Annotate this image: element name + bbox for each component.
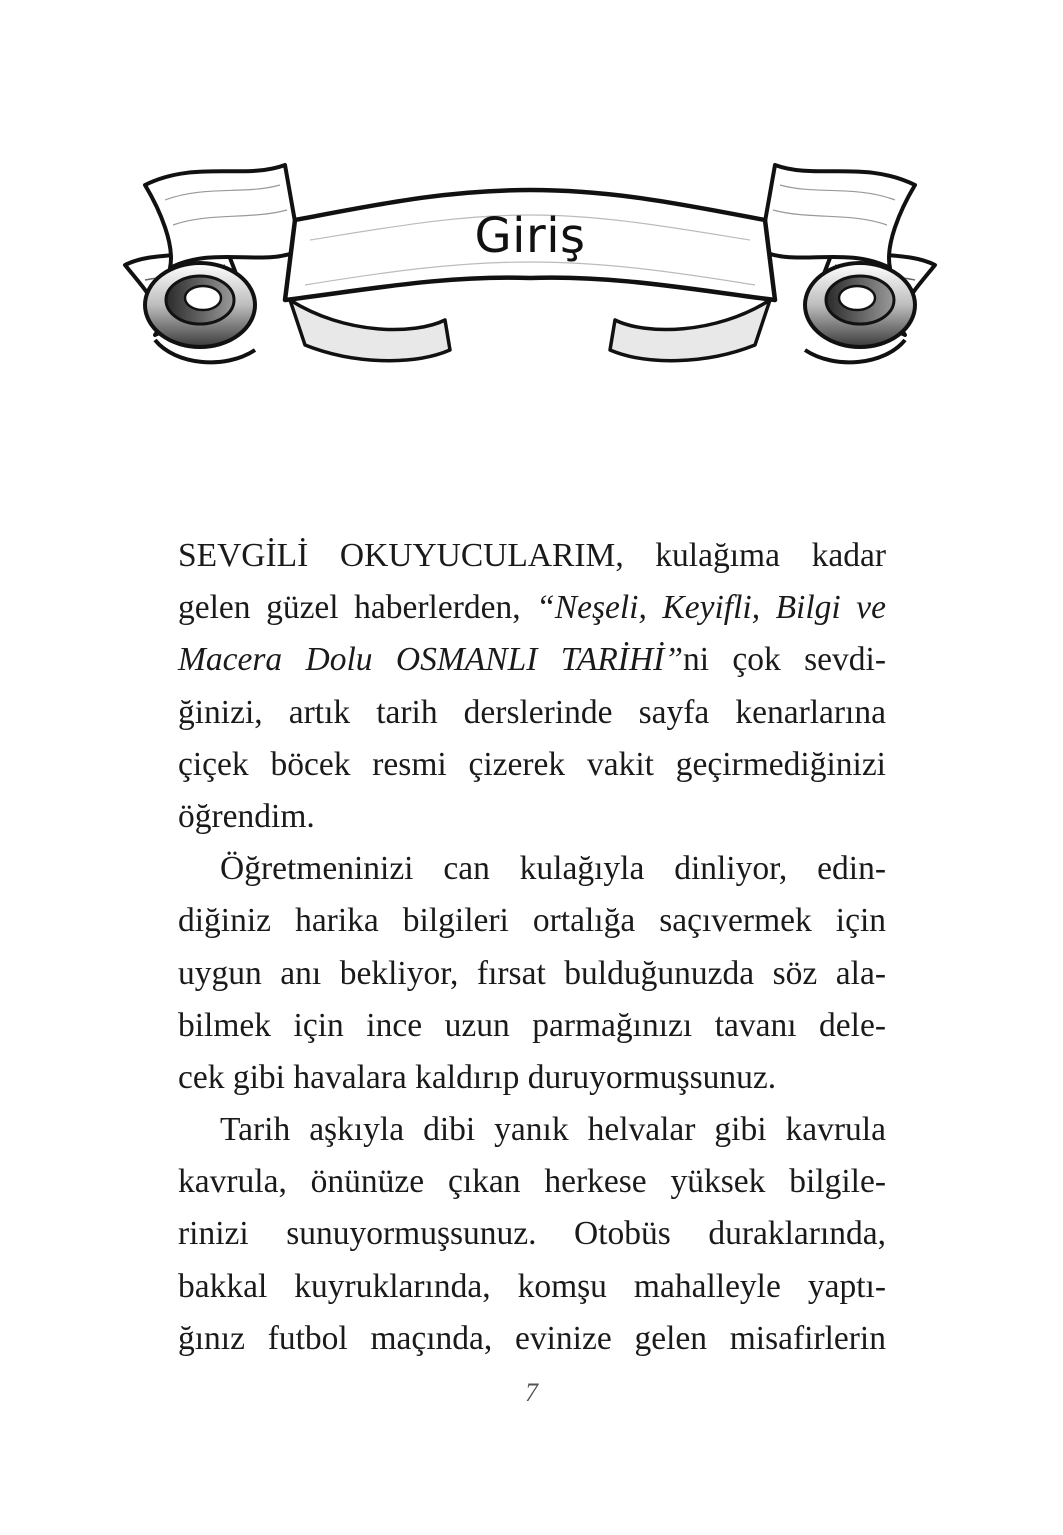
text-line: SEVGİLİ OKUYUCULARIM, kulağıma kadar xyxy=(178,537,886,574)
text-line: çiçek böcek resmi çizerek vakit geçirmediğinizi xyxy=(178,745,886,783)
text-line: Tarih aşkıyla dibi yanık helvalar gibi kavrula xyxy=(220,1111,886,1149)
text-line: kavrula, önünüze çıkan herkese yüksek bilgile- xyxy=(178,1163,886,1201)
text-line xyxy=(178,634,886,686)
text-fragment: ni çok sevdi- xyxy=(682,641,886,679)
text-line xyxy=(178,582,886,634)
text-line: ğınız futbol maçında, evinize gelen misafirlerin xyxy=(178,1319,886,1357)
text-line: rinizi sunuyormuşsunuz. Otobüs duraklarında, xyxy=(178,1215,886,1253)
chapter-banner xyxy=(115,150,945,390)
book-title-italic: “Neşeli, Keyifli, Bilgi ve xyxy=(536,589,886,627)
text-line: Öğretmeninizi can kulağıyla dinliyor, edin- xyxy=(220,850,886,888)
text-fragment: gelen güzel haberlerden, xyxy=(178,589,537,627)
text-line: öğrendim. xyxy=(178,797,315,835)
text-line: bakkal kuyruklarında, komşu mahalleyle yaptı- xyxy=(178,1267,886,1305)
text-line: uygun anı bekliyor, fırsat bulduğunuzda söz ala- xyxy=(178,954,886,992)
text-line: diğiniz harika bilgileri ortalığa saçıvermek için xyxy=(178,902,886,940)
text-line: bilmek için ince uzun parmağınızı tavanı dele- xyxy=(178,1006,886,1044)
page-number: 7 xyxy=(525,1378,538,1407)
text-line: cek gibi havalara kaldırıp duruyormuşsunuz. xyxy=(178,1058,777,1096)
text-line: ğinizi, artık tarih derslerinde sayfa kenarlarına xyxy=(178,693,886,731)
chapter-title: Giriş xyxy=(474,208,586,264)
book-title-italic: Macera Dolu OSMANLI TARİHİ” xyxy=(178,641,683,679)
chapter-body xyxy=(178,530,886,1365)
scroll-ribbon-illustration xyxy=(115,150,945,390)
